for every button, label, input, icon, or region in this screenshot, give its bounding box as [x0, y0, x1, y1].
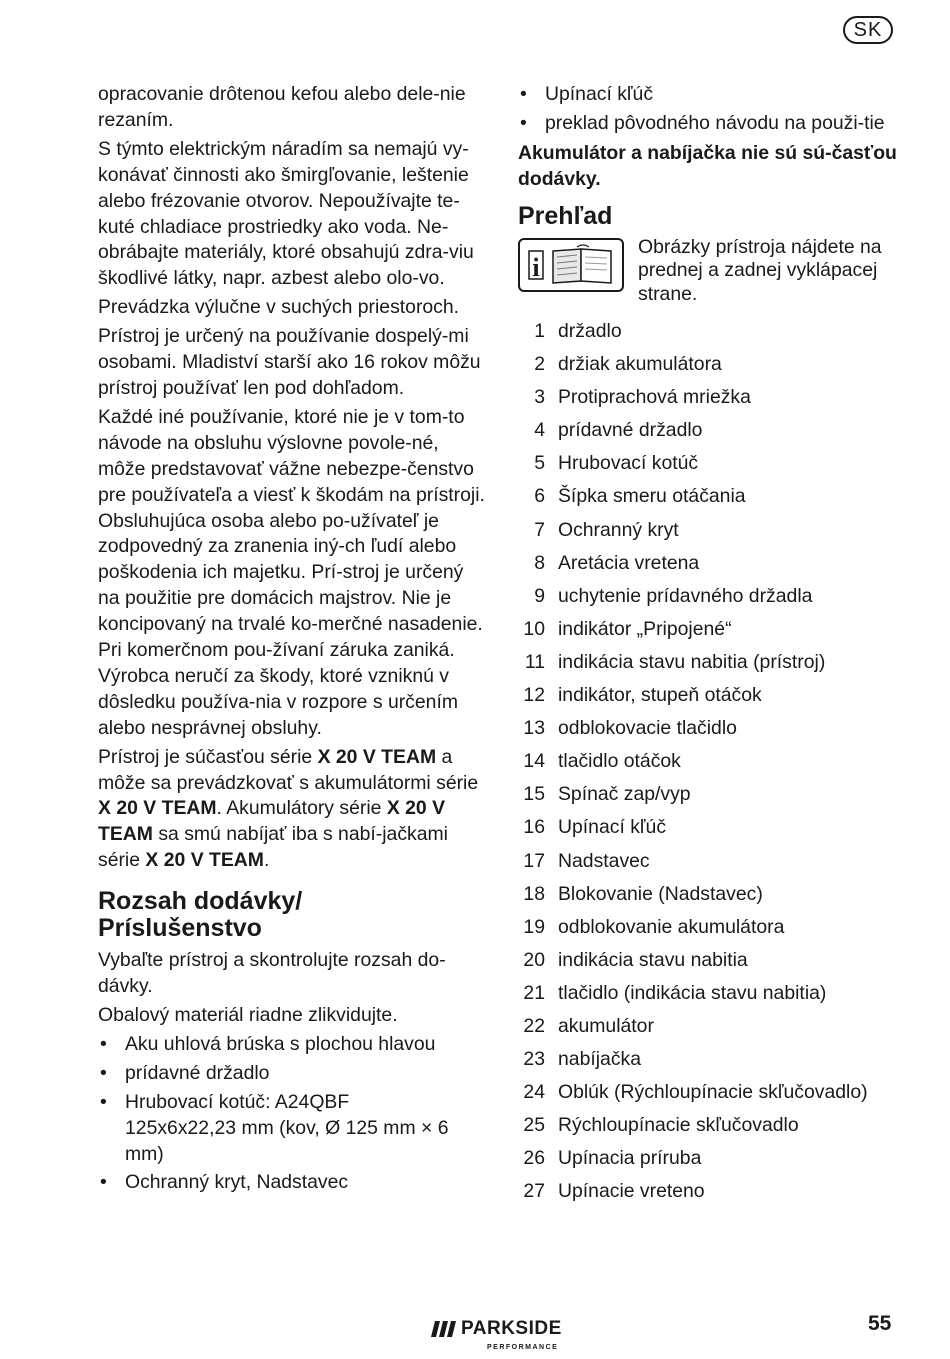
part-number: 17	[523, 849, 545, 872]
list-item: • Upínací kľúč	[518, 82, 903, 108]
part-number: 15	[523, 783, 545, 806]
paragraph: S týmto elektrickým náradím sa nemajú vy-konávať činnosti ako šmirgľovanie, leštenie alebo frézovanie otvorov. Nepoužívajte te-kuté chladiace prostriedky ako voda. Ne-obrábajte materiály, ktoré obsahujú zdra-viu škodlivé látky, napr. azbest alebo olo-vo.	[98, 137, 474, 290]
battery-note: Akumulátor a nabíjačka nie sú sú-časťou dodávky.	[518, 141, 897, 190]
part-number: 16	[523, 816, 545, 839]
paragraph: Vybaľte prístroj a skontrolujte rozsah do-dávky.	[98, 949, 446, 998]
part-number: 5	[534, 452, 545, 475]
part-label: prídavné držadlo	[558, 419, 703, 442]
part-label: Rýchloupínacie skľučovadlo	[558, 1114, 799, 1137]
part-number: 27	[523, 1180, 545, 1203]
part-item	[518, 315, 903, 348]
part-item	[518, 381, 903, 414]
part-number: 18	[523, 882, 545, 905]
part-number: 2	[534, 353, 545, 376]
part-item	[518, 811, 903, 844]
part-item	[518, 1010, 903, 1043]
part-item	[518, 745, 903, 778]
list-item: • Ochranný kryt, Nadstavec	[98, 1170, 488, 1196]
part-label: indikátor, stupeň otáčok	[558, 684, 762, 707]
part-item	[518, 878, 903, 911]
series-paragraph	[98, 745, 488, 875]
part-label: Hrubovací kotúč	[558, 452, 699, 475]
series-name: X 20 V TEAM	[145, 849, 264, 872]
series-name: X 20 V TEAM	[98, 797, 217, 820]
part-label: odblokovacie tlačidlo	[558, 717, 737, 740]
part-item	[518, 547, 903, 580]
scope-list-continued	[518, 82, 903, 137]
part-label: Ochranný kryt	[558, 518, 679, 541]
part-number: 26	[523, 1147, 545, 1170]
part-item	[518, 447, 903, 480]
part-item	[518, 944, 903, 977]
paragraph: Prístroj je určený na používanie dospelý-mi osobami. Mladiství starší ako 16 rokov môžu prístroj používať len pod dohľadom.	[98, 325, 481, 399]
list-item: • prídavné držadlo	[98, 1061, 488, 1087]
series-name: X 20 V TEAM	[98, 797, 446, 846]
right-column	[518, 82, 903, 1209]
part-label: Nadstavec	[558, 849, 650, 872]
scope-heading	[98, 888, 488, 942]
part-item	[518, 977, 903, 1010]
page-number: 55	[868, 1312, 892, 1335]
info-text: Obrázky prístroja nájdete na prednej a zadnej vyklápacej strane.	[638, 235, 882, 306]
part-number: 22	[523, 1014, 545, 1037]
part-number: 23	[523, 1048, 545, 1071]
paragraph: Obalový materiál riadne zlikvidujte.	[98, 1004, 398, 1026]
part-label: Spínač zap/vyp	[558, 783, 691, 806]
part-number: 12	[523, 684, 545, 707]
info-row	[518, 236, 903, 307]
part-item	[518, 613, 903, 646]
text: Prístroj je súčasťou série	[98, 745, 318, 768]
part-number: 24	[523, 1081, 545, 1104]
part-item	[518, 679, 903, 712]
part-item	[518, 712, 903, 745]
paragraph: Prevádzka výlučne v suchých priestoroch.	[98, 296, 460, 319]
part-label: tlačidlo (indikácia stavu nabitia)	[558, 981, 827, 1004]
text: .	[263, 849, 270, 872]
series-name: X 20 V TEAM	[317, 745, 437, 768]
part-number: 9	[534, 584, 545, 607]
language-badge: SK	[843, 16, 893, 44]
part-item	[518, 1076, 903, 1109]
list-item: • Aku uhlová brúska s plochou hlavou	[98, 1032, 488, 1058]
part-item	[518, 778, 903, 811]
brand-stripes-icon	[431, 1321, 459, 1341]
part-number: 4	[534, 419, 545, 442]
part-item	[518, 646, 903, 679]
part-number: 19	[523, 915, 545, 938]
brand-logo	[431, 1318, 591, 1354]
part-item	[518, 414, 903, 447]
part-number: 7	[534, 518, 545, 541]
list-item: • preklad pôvodného návodu na použi-tie	[518, 111, 903, 137]
part-label: Blokovanie (Nadstavec)	[558, 882, 763, 905]
part-number: 1	[534, 320, 545, 343]
part-label: uchytenie prídavného držadla	[558, 584, 813, 607]
text: a môže sa prevádzkovať s akumulátormi série	[98, 745, 479, 794]
part-item	[518, 1043, 903, 1076]
part-number: 3	[534, 386, 545, 409]
svg-text:i: i	[532, 252, 540, 282]
part-label: držadlo	[558, 320, 622, 343]
scope-heading-line1: Rozsah dodávky/	[98, 887, 303, 916]
part-label: Upínací kľúč	[558, 816, 667, 839]
scope-heading-line2: Príslušenstvo	[98, 914, 262, 943]
part-label: indikácia stavu nabitia	[558, 948, 748, 971]
part-label: Upínacia príruba	[558, 1147, 702, 1170]
part-label: akumulátor	[558, 1014, 654, 1037]
brand-name: PARKSIDE	[461, 1318, 562, 1339]
part-label: Upínacie vreteno	[558, 1180, 705, 1203]
part-label: Šípka smeru otáčania	[558, 485, 746, 508]
part-number: 13	[523, 717, 545, 740]
part-label: indikátor „Pripojené“	[558, 617, 732, 640]
part-number: 6	[534, 485, 545, 508]
list-item: • Hrubovací kotúč: A24QBF 125x6x22,23 mm (kov, Ø 125 mm × 6 mm)	[98, 1090, 488, 1168]
part-label: odblokovanie akumulátora	[558, 915, 785, 938]
part-item	[518, 911, 903, 944]
scope-list	[98, 1032, 488, 1196]
part-item	[518, 348, 903, 381]
part-item	[518, 1109, 903, 1142]
part-number: 14	[523, 750, 545, 773]
part-label: Protiprachová mriežka	[558, 386, 751, 409]
part-label: Oblúk (Rýchloupínacie skľučovadlo)	[558, 1081, 868, 1104]
part-item	[518, 1142, 903, 1175]
part-label: tlačidlo otáčok	[558, 750, 681, 773]
info-book-icon	[518, 238, 624, 292]
part-number: 21	[523, 981, 545, 1004]
part-item	[518, 514, 903, 547]
part-number: 20	[523, 948, 545, 971]
text: sa smú nabíjať iba s nabí-jačkami série	[98, 823, 448, 872]
part-label: držiak akumulátora	[558, 353, 722, 376]
part-number: 8	[534, 551, 545, 574]
part-item	[518, 580, 903, 613]
part-item	[518, 1175, 903, 1208]
brand-sub: PERFORMANCE	[487, 1344, 559, 1351]
parts-list	[518, 315, 903, 1209]
text: . Akumulátory série	[216, 797, 387, 820]
part-item	[518, 845, 903, 878]
part-label: Aretácia vretena	[558, 551, 700, 574]
left-column	[98, 82, 488, 1199]
part-number: 25	[523, 1114, 545, 1137]
part-number: 11	[524, 650, 545, 673]
paragraph: Každé iné používanie, ktoré nie je v tom-to návode na obsluhu výslovne povole-né, môže predstavovať vážne nebezpe-čenstvo pre používateľa a viesť k škodám na prístroji. Obsluhujúca osoba alebo po-užívateľ je zodpovedný za zranenia iný-ch ľudí alebo poškodenia ich majetku. Prí-stroj je určený na použitie pre domácich majstrov. Nie je koncipovaný na trvalé ko-merčné nasadenie. Pri komerčnom pou-žívaní záruka zaniká. Výrobca neručí za škody, ktoré vzniknú v dôsledku používa-nia v rozpore s určením alebo nesprávnej obsluhy.	[98, 405, 485, 739]
part-label: indikácia stavu nabitia (prístroj)	[558, 650, 826, 673]
paragraph: opracovanie drôtenou kefou alebo dele-nie rezaním.	[98, 83, 466, 131]
part-item	[518, 480, 903, 513]
part-number: 10	[523, 617, 545, 640]
overview-heading: Prehľad	[518, 201, 613, 230]
part-label: nabíjačka	[558, 1048, 642, 1071]
